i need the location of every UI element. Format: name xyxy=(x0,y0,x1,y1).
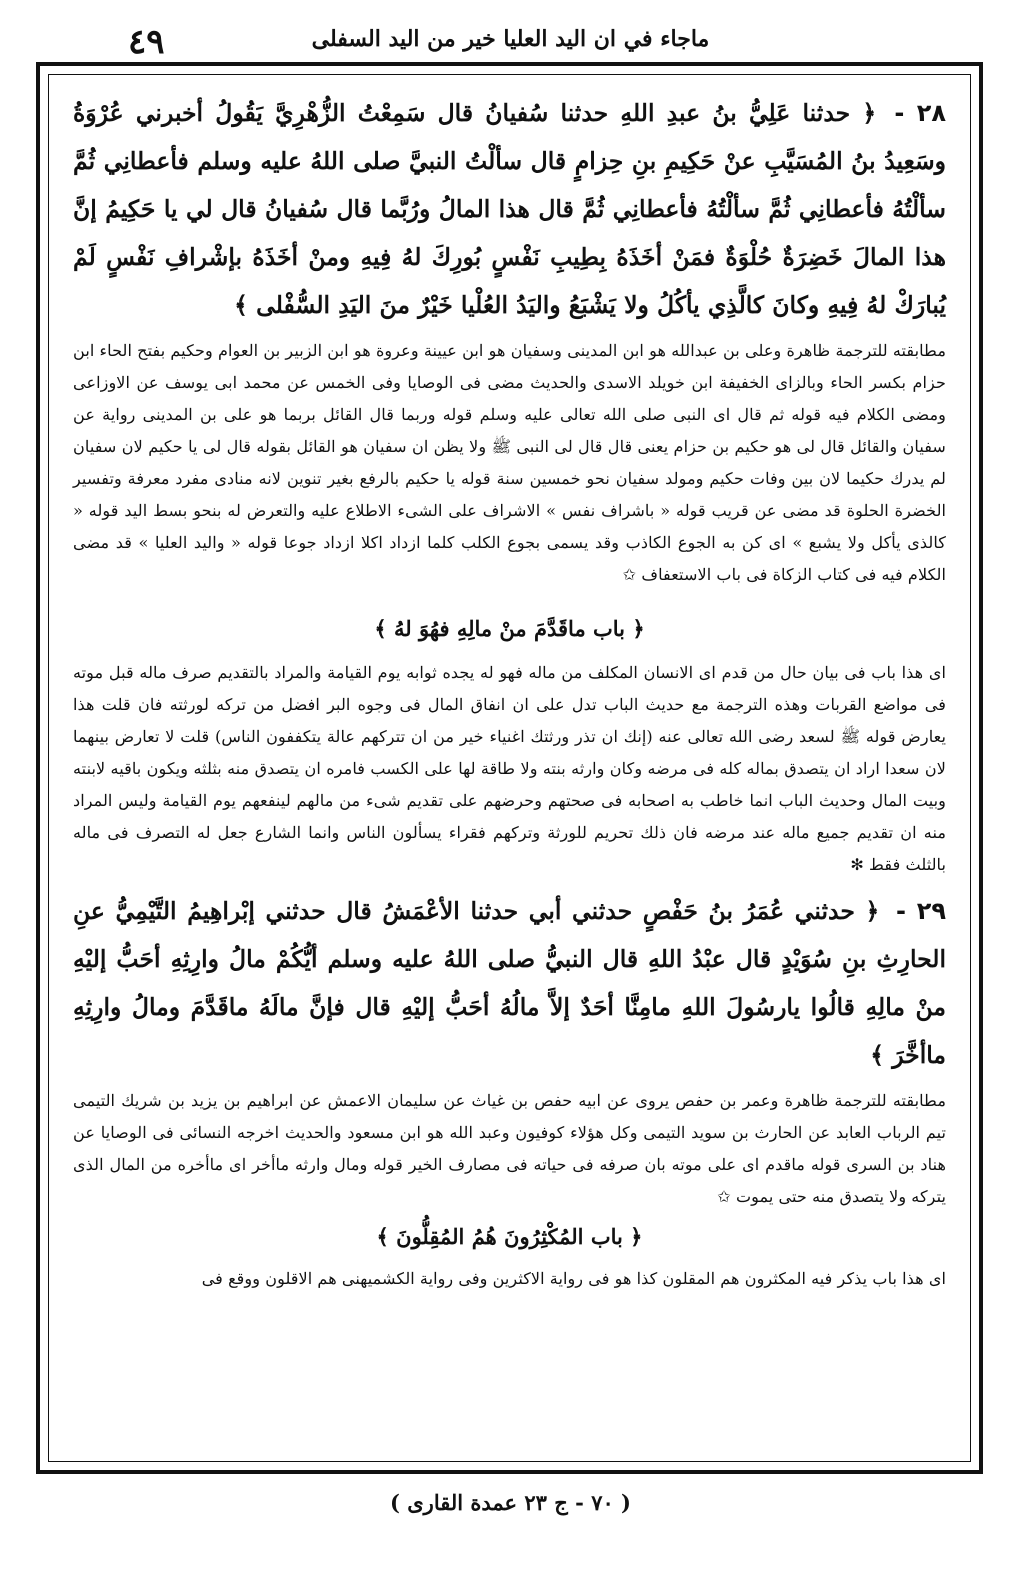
hadith-text: ﴿ حدثنا عَلِيُّ بنُ عبدِ اللهِ حدثنا سُفيانُ قال سَمِعْتُ الزُّهْرِيَّ يَقُولُ أخبرني عُرْوَةُ وسَعِيدُ بنُ المُسَيَّبِ عنْ حَكِيمِ بنِ حِزامٍ قال سألْتُ النبيَّ صلى اللهُ عليه وسلم فأعطانِي ثُمَّ سألْتُهُ فأعطانِي ثُمَّ سألْتُهُ فأعطانِي ثُمَّ قال هذا المالُ ورُبَّما قال سُفيانُ قال لي يا حَكِيمُ إنَّ هذا المالَ خَضِرَةٌ حُلْوَةٌ فمَنْ أخَذَهُ بِطِيبِ نَفْسٍ بُورِكَ لهُ فِيهِ ومنْ أخَذَهُ بإشْرافِ نَفْسٍ لَمْ يُبارَكْ لهُ فِيهِ وكانَ كالَّذِي يأكُلُ ولا يَشْبَعُ واليَدُ العُلْيا خَيْرٌ منَ اليَدِ السُّفْلى ﴾ xyxy=(73,99,946,319)
hadith-29 xyxy=(73,887,946,1079)
text-block xyxy=(48,74,971,1462)
running-title: ماجاء في ان اليد العليا خير من اليد السفلى xyxy=(311,26,710,52)
hadith-number: ٢٨ - xyxy=(894,99,946,127)
hadith-text: ﴿ حدثني عُمَرُ بنُ حَفْصٍ حدثني أبي حدثنا الأعْمَشُ قال حدثني إبْراهِيمُ التَّيْمِيُّ عنِ الحارِثِ بنِ سُوَيْدٍ قال عبْدُ اللهِ قال النبيُّ صلى اللهُ عليه وسلم أيُّكُمْ مالُ وارِثِهِ أحَبُّ إليْهِ منْ مالِهِ قالُوا يارسُولَ اللهِ مامِنَّا أحَدٌ إلاَّ مالُهُ أحَبُّ إليْهِ قال فإنَّ مالَهُ ماقَدَّمَ ومالُ وارِثِهِ ماأخَّرَ ﴾ xyxy=(73,897,946,1069)
page-number: ٤٩ xyxy=(128,22,165,62)
hadith-28 xyxy=(73,89,946,329)
commentary-paragraph: مطابقته للترجمة ظاهرة وعمر بن حفص يروى عن ابيه حفص بن غياث عن سليمان الاعمش عن ابراهيم بن يزيد بن شريك التيمى تيم الرباب العابد عن الحارث بن سويد التيمى وكل هؤلاء كوفيون وعبد الله هو ابن مسعود والحديث اخرجه النسائى فى الوصايا عن هناد بن السرى قوله ماقدم اى على موته بان صرفه فى حياته فى مصارف الخير قوله ومال وارثه ماأخر اى ماأخره من المال الذى يتركه ولا يتصدق منه حتى يموت ✩ xyxy=(73,1091,946,1206)
page-frame xyxy=(36,62,983,1474)
chapter-heading: ﴿ باب المُكْثِرُونَ هُمُ المُقِلُّونَ ﴾ xyxy=(376,1224,643,1249)
commentary-paragraph: مطابقته للترجمة ظاهرة وعلى بن عبدالله هو ابن المدينى وسفيان هو ابن عيينة وعروة هو ابن الزبير بن العوام وحكيم بفتح الحاء ابن حزام بكسر الحاء وبالزاى الخفيفة ابن خويلد الاسدى والحديث مضى فى الوصايا وفى الخمس عن محمد ابى يوسف عن الاوزاعى ومضى الكلام فيه قوله ثم قال اى النبى صلى الله تعالى عليه وسلم قوله وربما قال القائل بربما هو على بن المدينى رواية عن سفيان والقائل قال لى هو حكيم بن حزام يعنى قال قال لى النبى ﷺ ولا يظن ان سفيان هو القائل بقوله قال لى يا حكيم لان سفيان لم يدرك حكيما لان بين وفات حكيم ومولد سفيان نحو خمسين سنة قوله يا حكيم بالرفع بغير تنوين لانه منادى مفرد معرفة وتفسير الخضرة الحلوة قد مضى عن قريب قوله « باشراف نفس » الاشراف على الشىء الاطلاع عليه والتعرض له بنحو بسط اليد قوله « كالذى يأكل ولا يشبع » اى كن به الجوع الكاذب وقد يسمى بجوع الكلب كلما ازداد اكلا ازداد جوعا قوله « واليد العليا » قد مضى الكلام فيه فى كتاب الزكاة فى باب الاستعفاف ✩ xyxy=(73,341,946,584)
chapter-heading: ﴿ باب ماقَدَّمَ منْ مالِهِ فهُوَ لهُ ﴾ xyxy=(374,616,645,641)
page-footer: ( ٧٠ - ج ٢٣ عمدة القارى ) xyxy=(390,1490,631,1515)
commentary-paragraph: اى هذا باب يذكر فيه المكثرون هم المقلون كذا هو فى رواية الاكثرين وفى رواية الكشميهنى هم الاقلون ووقع فى xyxy=(201,1269,946,1288)
page-header xyxy=(40,18,981,62)
commentary-paragraph: اى هذا باب فى بيان حال من قدم اى الانسان المكلف من ماله فهو له يجده ثوابه يوم القيامة والمراد بالتقديم صرف ماله قبل موته فى مواضع القربات وهذه الترجمة مع حديث الباب تدل على ان انفاق المال فى وجوه البر افضل من تركه لورثته فان قلت هذا يعارض قوله ﷺ لسعد رضى الله تعالى عنه (إنك ان تذر ورثتك اغنياء خير من ان تتركهم عالة يتكففون الناس) قلت لا تعارض بينهما لان سعدا اراد ان يتصدق بماله كله فى مرضه وكان وارثه بنته ولا طاقة لها على الكسب فامره ان يتصدق منه بثلثه ويكون باقيه لابنته وبيت المال وحديث الباب انما خاطب به اصحابه فى صحتهم وحرضهم على تقديم شىء من مالهم لينفعهم يوم القيامة وليس المراد منه ان تقديم جميع ماله عند مرضه فان ذلك تحريم للورثة وتركهم فقراء يسألون الناس وانما الشارع جعل له التصرف فى ماله بالثلث فقط ✻ xyxy=(73,663,946,874)
hadith-number: ٢٩ - xyxy=(895,897,946,925)
